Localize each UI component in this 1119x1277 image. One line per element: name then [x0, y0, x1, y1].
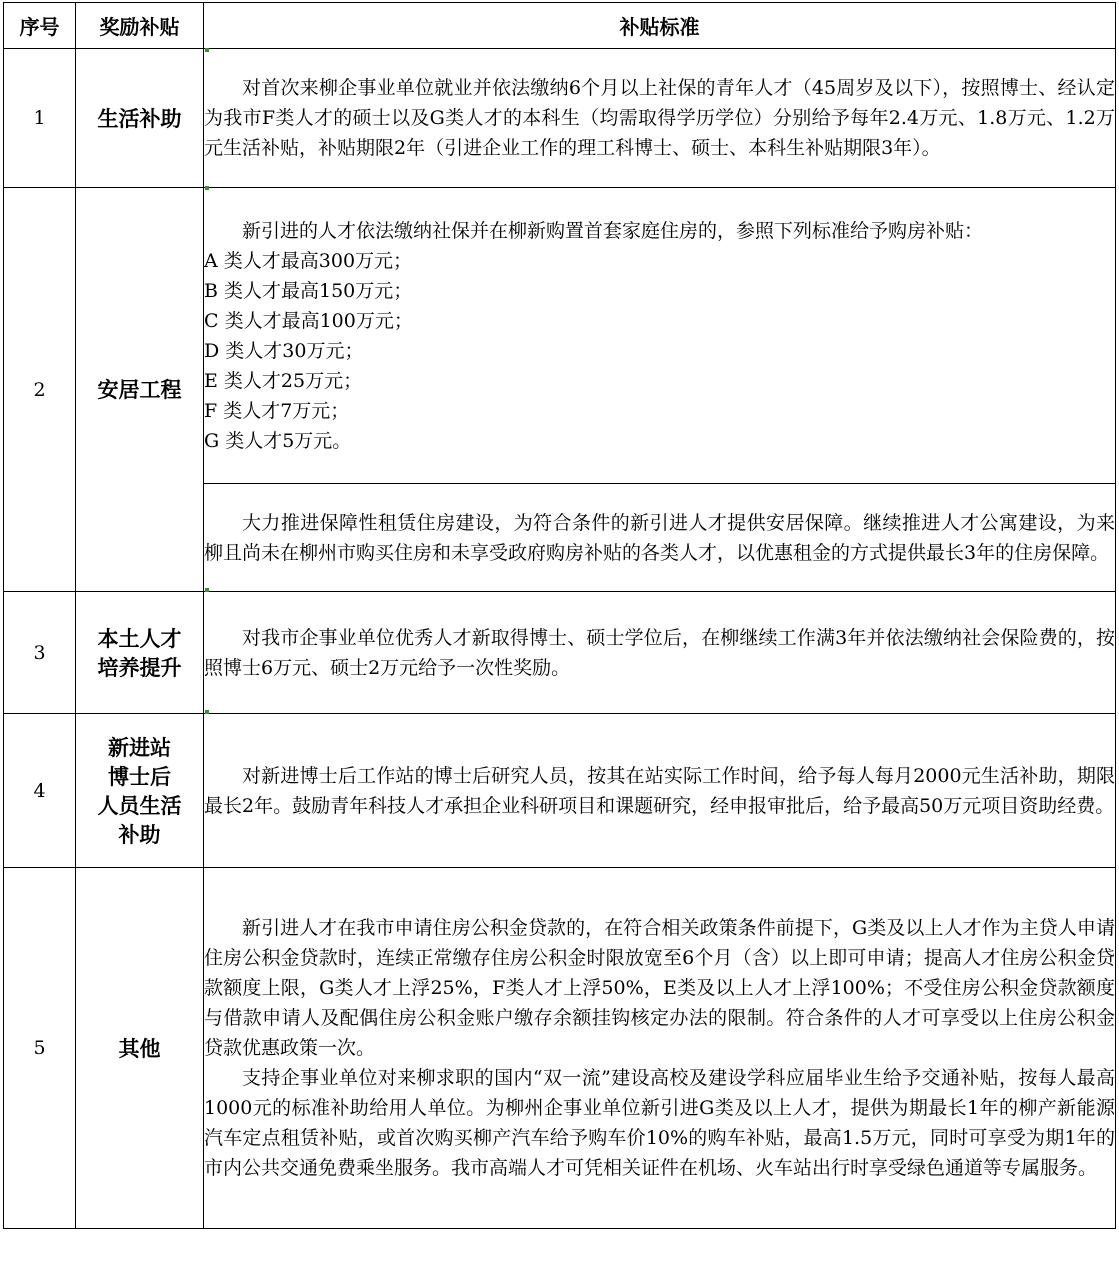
header-subsidy-standard: 补贴标准: [204, 3, 1116, 49]
row-category: 其他: [76, 868, 204, 1229]
table-header-row: [4, 3, 1116, 49]
category-line: 新进站: [108, 734, 171, 760]
standard-paragraph: 新引进人才在我市申请住房公积金贷款的，在符合相关政策条件前提下，G类及以上人才作为主贷人申请住房公积金贷款时，连续正常缴存住房公积金时限放宽至6个月（含）以上即可申请；提高人才住房公积金贷款额度上限，G类人才上浮25%，F类人才上浮50%，E类及以上人才上浮100%；不受住房公积金贷款额度与借款申请人及配偶住房公积金账户缴存余额挂钩核定办法的限制。符合条件的人才可享受以上住房公积金贷款优惠政策一次。: [204, 917, 1115, 1059]
table-row: [4, 592, 1116, 714]
row-number: 4: [4, 714, 76, 868]
category-line: 博士后: [108, 763, 171, 789]
standard-paragraph: 新引进的人才依法缴纳社保并在柳新购置首套家庭住房的，参照下列标准给予购房补贴：: [242, 219, 984, 242]
row-category: 生活补助: [76, 49, 204, 188]
table-row: [4, 714, 1116, 868]
category-line: 补助: [118, 821, 161, 847]
housing-subsidy-list: [204, 246, 1115, 456]
standard-paragraph: 支持企事业单位对来柳求职的国内“双一流”建设高校及建设学科应届毕业生给予交通补贴，按每人最高1000元的标准补助给用人单位。为柳州企事业单位新引进G类及以上人才，提供为期最长1年的柳产新能源汽车定点租赁补贴，或首次购买柳产汽车给予购车价10%的购车补贴，最高1.5万元，同时可享受为期1年的市内公共交通免费乘坐服务。我市高端人才可凭相关证件在机场、火车站出行时享受绿色通道等专属服务。: [204, 1067, 1115, 1179]
table-row: [4, 49, 1116, 188]
row-standard: [204, 868, 1116, 1229]
row-standard: [204, 188, 1116, 484]
header-serial-number: 序号: [4, 3, 76, 49]
category-line: 人员生活: [97, 792, 182, 818]
row-standard: [204, 484, 1116, 592]
cell-comment-marker: [205, 588, 209, 592]
subsidy-table: [3, 2, 1116, 1229]
row-number: 2: [4, 188, 76, 592]
cell-comment-marker: [205, 48, 209, 52]
standard-paragraph: 对我市企事业单位优秀人才新取得博士、硕士学位后，在柳继续工作满3年并依法缴纳社会保险费的，按照博士6万元、硕士2万元给予一次性奖励。: [204, 626, 1115, 679]
cell-comment-marker: [205, 186, 209, 190]
table-row: [4, 188, 1116, 484]
category-line: 本土人才: [97, 625, 182, 651]
standard-paragraph: 对首次来柳企事业单位就业并依法缴纳6个月以上社保的青年人才（45周岁及以下），按照博士、经认定为我市F类人才的硕士以及G类人才的本科生（均需取得学历学位）分别给予每年2.4万元、1.8万元、1.2万元生活补贴，补贴期限2年（引进企业工作的理工科博士、硕士、本科生补贴期限3年）。: [204, 77, 1115, 159]
row-standard: [204, 592, 1116, 714]
row-number: 5: [4, 868, 76, 1229]
list-item: F 类人才7万元；: [204, 399, 350, 422]
row-number: 1: [4, 49, 76, 188]
list-item: B 类人才最高150万元；: [204, 279, 413, 302]
row-category: [76, 592, 204, 714]
row-category: [76, 714, 204, 868]
list-item: C 类人才最高100万元；: [204, 309, 413, 332]
list-item: E 类人才25万元；: [204, 369, 363, 392]
standard-paragraph: 对新进博士后工作站的博士后研究人员，按其在站实际工作时间，给予每人每月2000元生活补助，期限最长2年。鼓励青年科技人才承担企业科研项目和课题研究，经申报审批后，给予最高50万元项目资助经费。: [204, 764, 1115, 817]
category-line: 培养提升: [97, 654, 182, 680]
list-item: D 类人才30万元；: [204, 339, 364, 362]
table-row: [4, 868, 1116, 1229]
cell-comment-marker: [205, 710, 209, 714]
header-subsidy-category: 奖励补贴: [76, 3, 204, 49]
list-item: G 类人才5万元。: [204, 429, 352, 452]
standard-paragraph: 大力推进保障性租赁住房建设，为符合条件的新引进人才提供安居保障。继续推进人才公寓建设，为来柳且尚未在柳州市购买住房和未享受政府购房补贴的各类人才，以优惠租金的方式提供最长3年的住房保障。: [204, 511, 1115, 564]
row-standard: [204, 49, 1116, 188]
row-number: 3: [4, 592, 76, 714]
list-item: A 类人才最高300万元；: [204, 249, 413, 272]
row-category: 安居工程: [76, 188, 204, 592]
row-standard: [204, 714, 1116, 868]
